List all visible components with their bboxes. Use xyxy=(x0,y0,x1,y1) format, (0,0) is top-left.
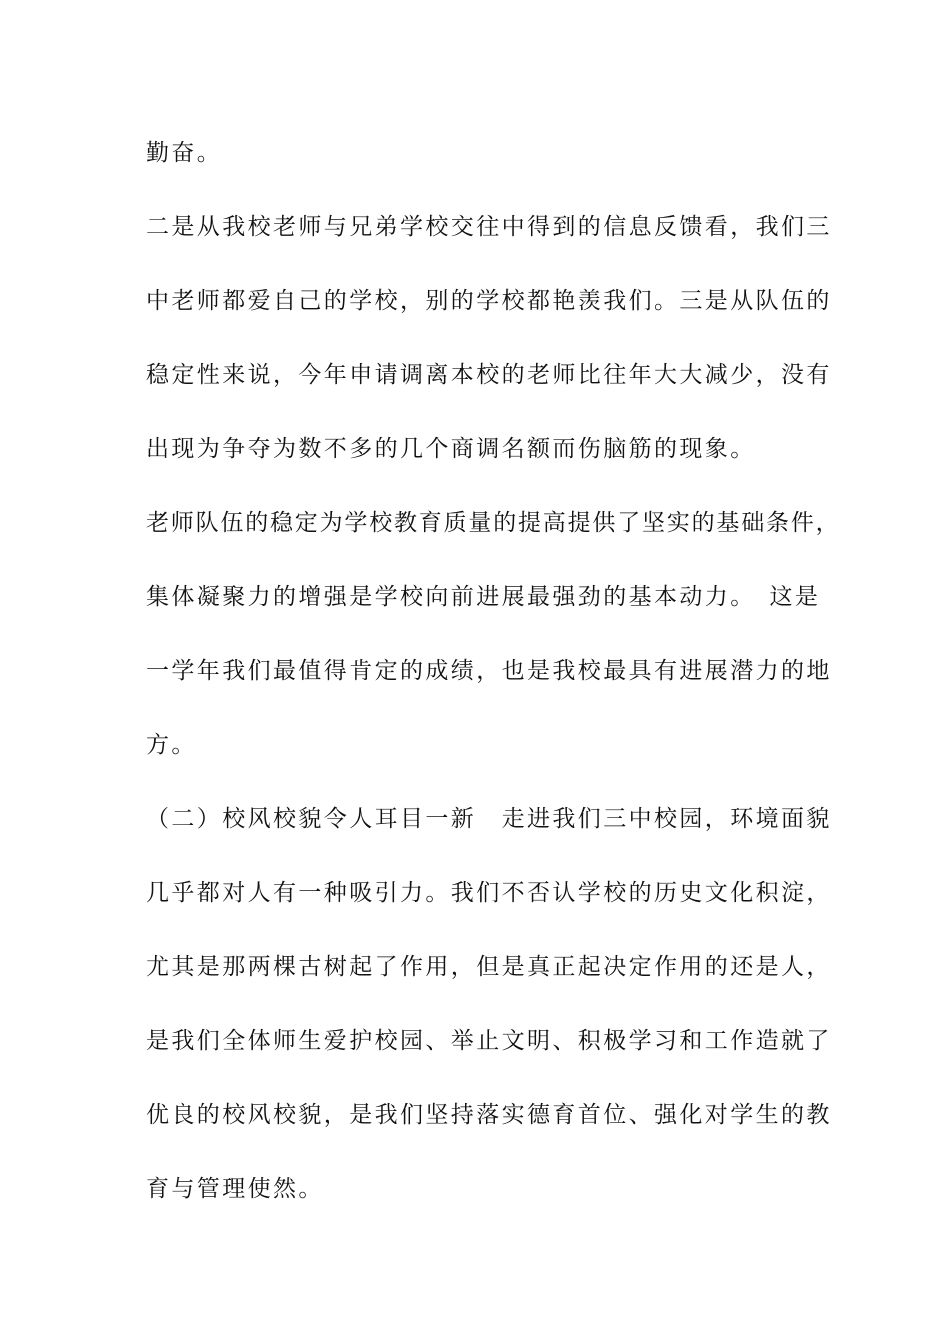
text-line: 方。 xyxy=(146,732,197,758)
text-line: 出现为争夺为数不多的几个商调名额而伤脑筋的现象。 xyxy=(146,436,756,462)
text-line: 集体凝聚力的增强是学校向前进展最强劲的基本动力。 这是 xyxy=(146,584,821,610)
text-line: 尤其是那两棵古树起了作用，但是真正起决定作用的还是人， xyxy=(146,954,832,980)
text-line: 几乎都对人有一种吸引力。我们不否认学校的历史文化积淀， xyxy=(146,880,832,906)
text-line: （二）校风校貌令人耳目一新 走进我们三中校园，环境面貌 xyxy=(146,806,832,832)
text-line: 稳定性来说，今年申请调离本校的老师比往年大大减少，没有 xyxy=(146,362,832,388)
text-line: 老师队伍的稳定为学校教育质量的提高提供了坚实的基础条件， xyxy=(146,510,841,536)
text-line: 中老师都爱自己的学校，别的学校都艳羡我们。三是从队伍的 xyxy=(146,288,832,314)
text-line: 一学年我们最值得肯定的成绩，也是我校最具有进展潜力的地 xyxy=(146,658,832,684)
text-line: 二是从我校老师与兄弟学校交往中得到的信息反馈看，我们三 xyxy=(146,214,832,240)
text-line: 优良的校风校貌，是我们坚持落实德育首位、强化对学生的教 xyxy=(146,1102,832,1128)
text-line: 勤奋。 xyxy=(146,140,223,166)
text-line: 育与管理使然。 xyxy=(146,1176,324,1202)
text-line: 是我们全体师生爱护校园、举止文明、积极学习和工作造就了 xyxy=(146,1028,832,1054)
